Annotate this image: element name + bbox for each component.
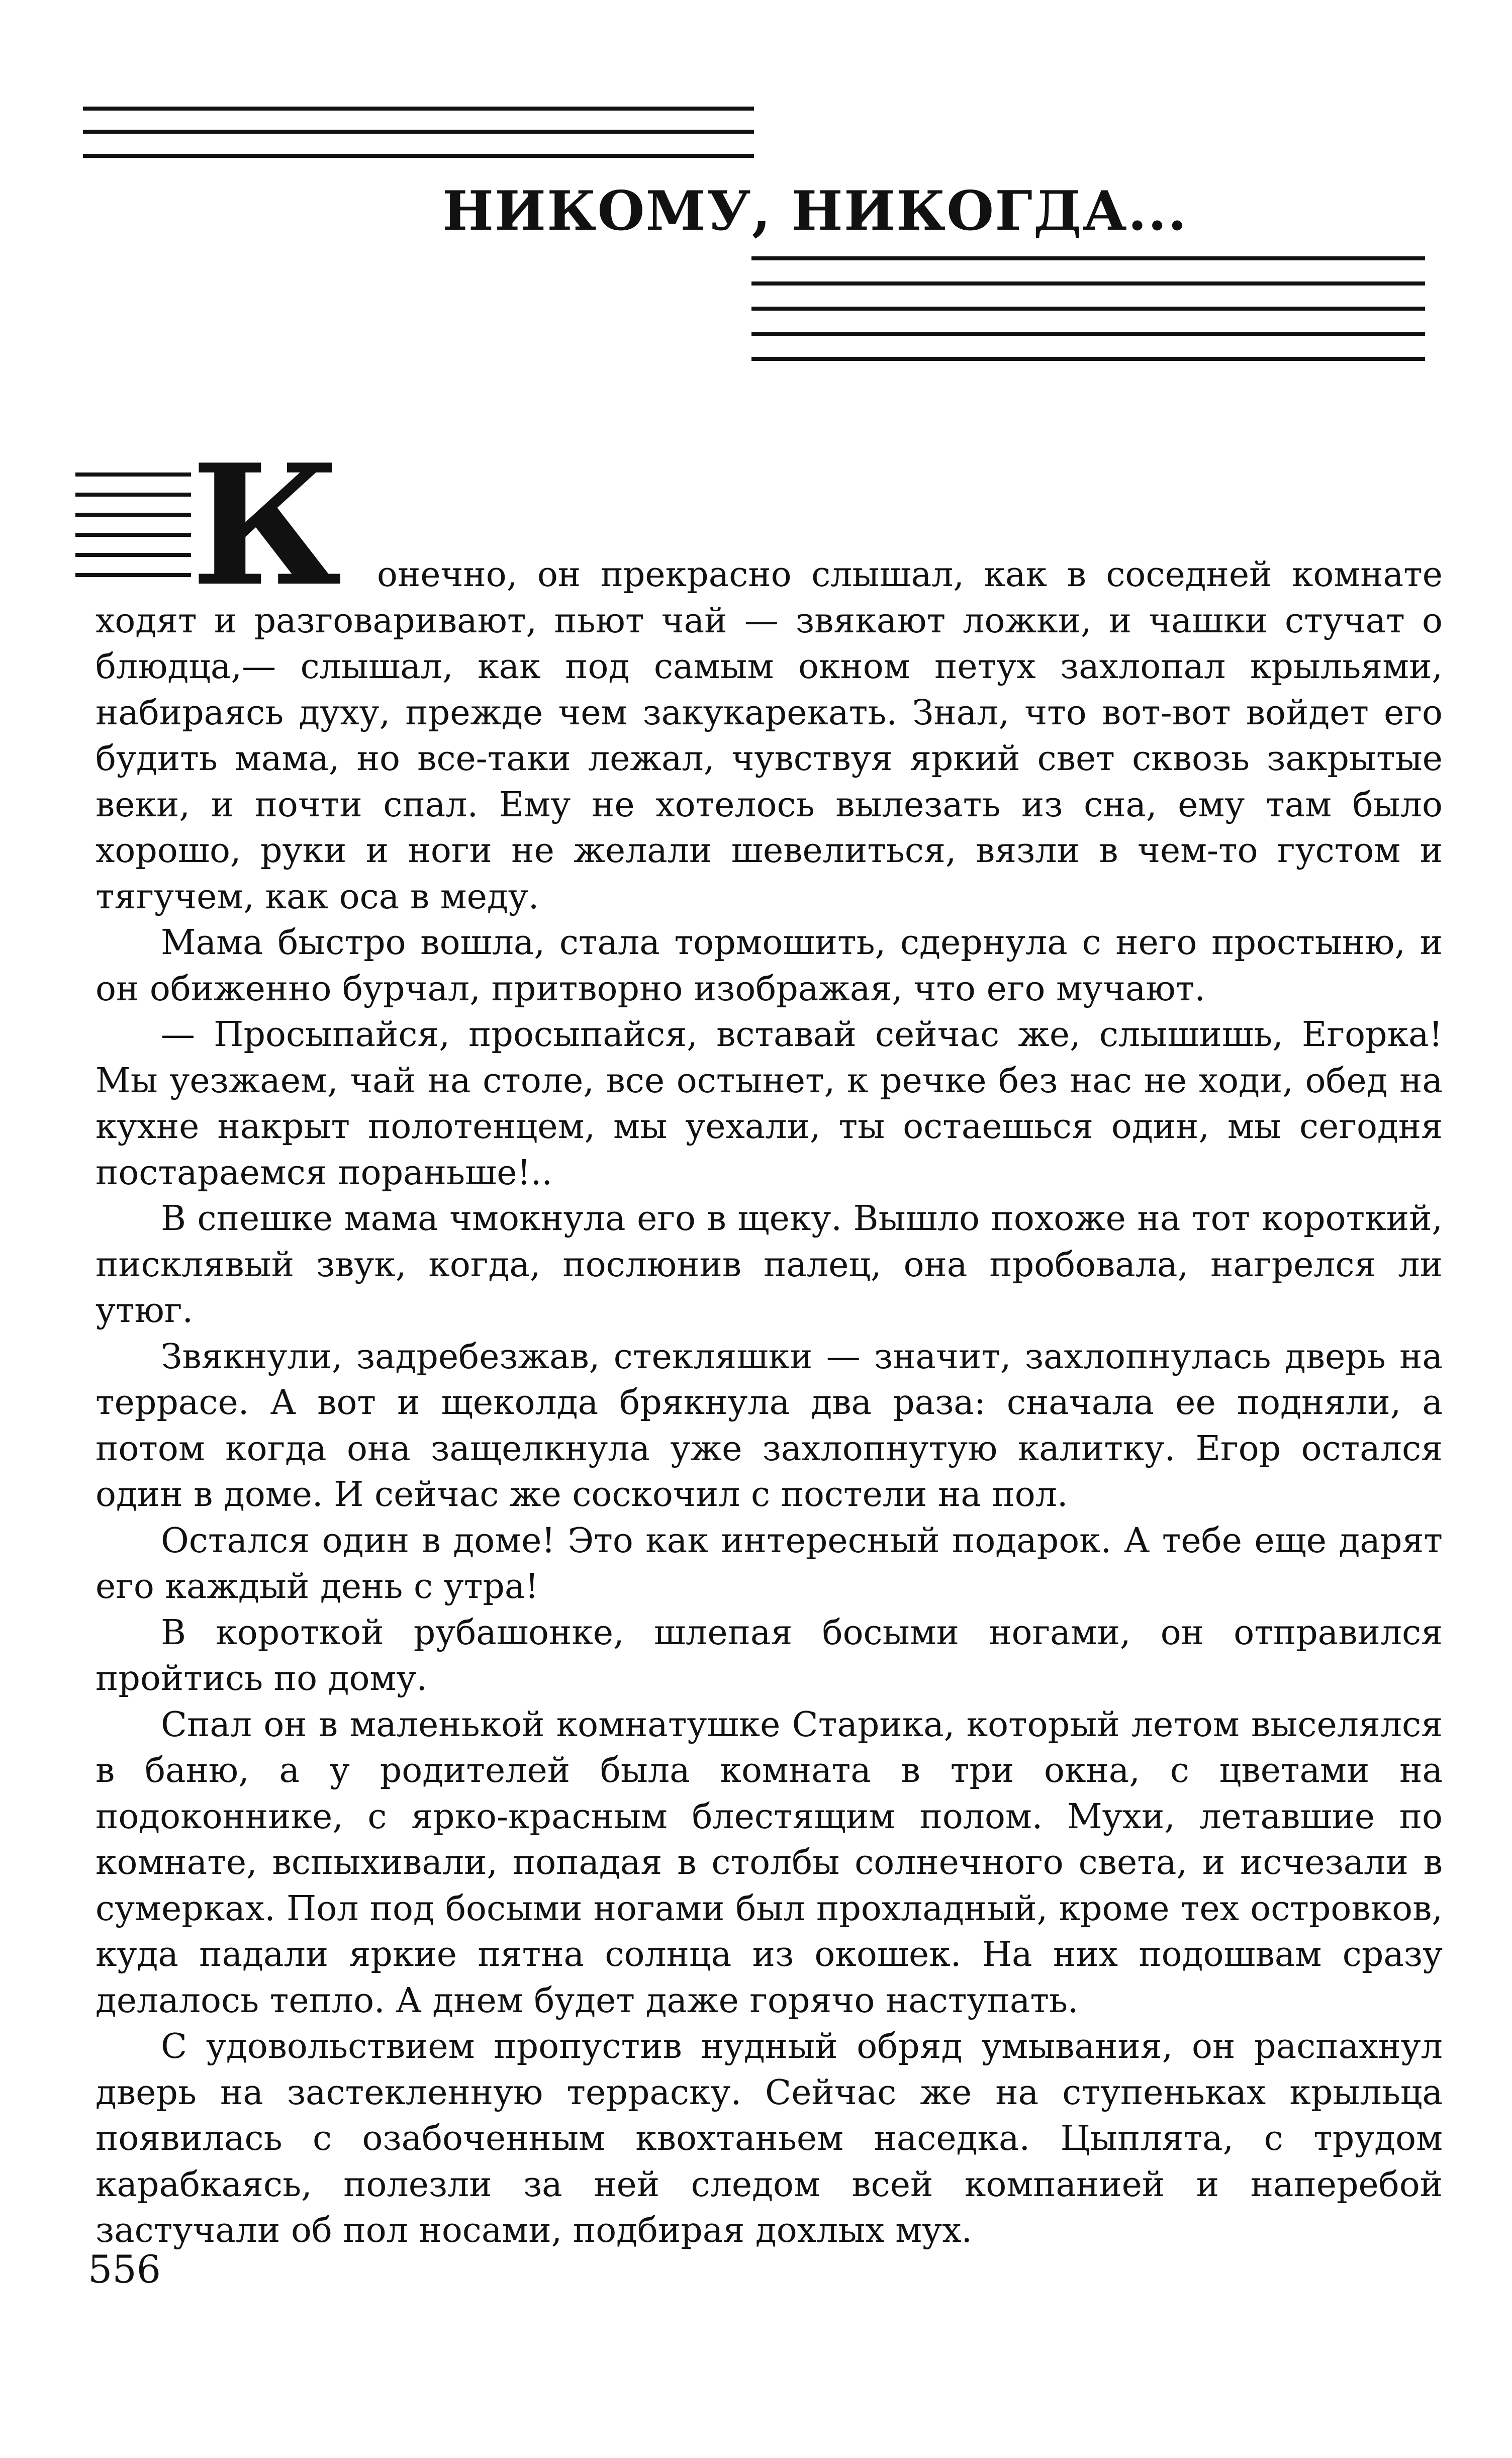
drop-cap-line (75, 493, 191, 497)
drop-cap-letter: К (191, 428, 342, 623)
drop-cap-line (75, 472, 191, 477)
title-rule-bottom-5 (751, 357, 1425, 361)
paragraph: — Просыпайся, просыпайся, вставай сейчас же, слышишь, Егорка! Мы уезжаем, чай на столе, все остынет, к речке без нас не ходи, обед на кухне накрыт полотенцем, мы уехали, ты остаешься один, мы сегодня постараемся пораньше!.. (96, 1015, 1443, 1193)
paragraph: Спал он в маленькой комнатушке Старика, который летом выселялся в баню, а у родителей была комната в три окна, с цветами на подоконнике, с ярко-красным блестящим полом. Мухи, летавшие по комнате, вспыхивали, попадая в столбы солнечного света, и исчезали в сумерках. Пол под босыми ногами был прохладный, кроме тех островков, куда падали яркие пятна солнца из окошек. На них подошвам сразу делалось тепло. А днем будет даже горячо наступать. (96, 1705, 1443, 2021)
title-rule-top-1 (83, 107, 754, 111)
paragraph: Мама быстро вошла, стала тормошить, сдернула с него простыню, и он обиженно бурчал, притворно изображая, что его мучают. (96, 923, 1443, 1009)
body-text (96, 552, 1443, 2254)
paragraph: С удовольствием пропустив нудный обряд умывания, он распахнул дверь на застекленную терраску. Сейчас же на ступеньках крыльца появилась с озабоченным квохтаньем наседка. Цыплята, с трудом карабкаясь, полезли за ней следом всей компанией и наперебой застучали об пол носами, подбирая дохлых мух. (96, 2027, 1443, 2250)
paragraph: онечно, он прекрасно слышал, как в соседней комнате ходят и разговаривают, пьют чай — звякают ложки, и чашки стучат о блюдца,— слышал, как под самым окном петух захлопал крыльями, набираясь духу, прежде чем закукарекать. Знал, что вот-вот войдет его будить мама, но все-таки лежал, чувствуя яркий свет сквозь закрытые веки, и почти спал. Ему не хотелось вылезать из сна, ему там было хорошо, руки и ноги не желали шевелиться, вязли в чем-то густом и тягучем, как оса в меду. (96, 555, 1443, 917)
chapter-title: НИКОМУ, НИКОГДА... (442, 179, 1188, 243)
title-rule-top-3 (83, 154, 754, 158)
paragraph: В спешке мама чмокнула его в щеку. Вышло похоже на тот короткий, писклявый звук, когда, послюнив палец, она пробовала, нагрелся ли утюг. (96, 1199, 1443, 1331)
title-rule-bottom-3 (751, 307, 1425, 311)
title-rule-top-2 (83, 130, 754, 134)
title-rule-bottom-4 (751, 332, 1425, 336)
page-number: 556 (88, 2247, 161, 2292)
paragraph: В короткой рубашонке, шлепая босыми ногами, он отправился пройтись по дому. (96, 1613, 1443, 1698)
paragraph: Остался один в доме! Это как интересный подарок. А тебе еще дарят его каждый день с утра! (96, 1521, 1443, 1606)
title-rule-bottom-1 (751, 256, 1425, 260)
drop-cap-line (75, 533, 191, 537)
title-rule-bottom-2 (751, 281, 1425, 286)
drop-cap-line (75, 513, 191, 517)
paragraph: Звякнули, задребезжав, стекляшки — значит, захлопнулась дверь на террасе. А вот и щеколда брякнула два раза: сначала ее подняли, а потом когда она защелкнула уже захлопнутую калитку. Егор остался один в доме. И сейчас же соскочил с постели на пол. (96, 1337, 1443, 1515)
